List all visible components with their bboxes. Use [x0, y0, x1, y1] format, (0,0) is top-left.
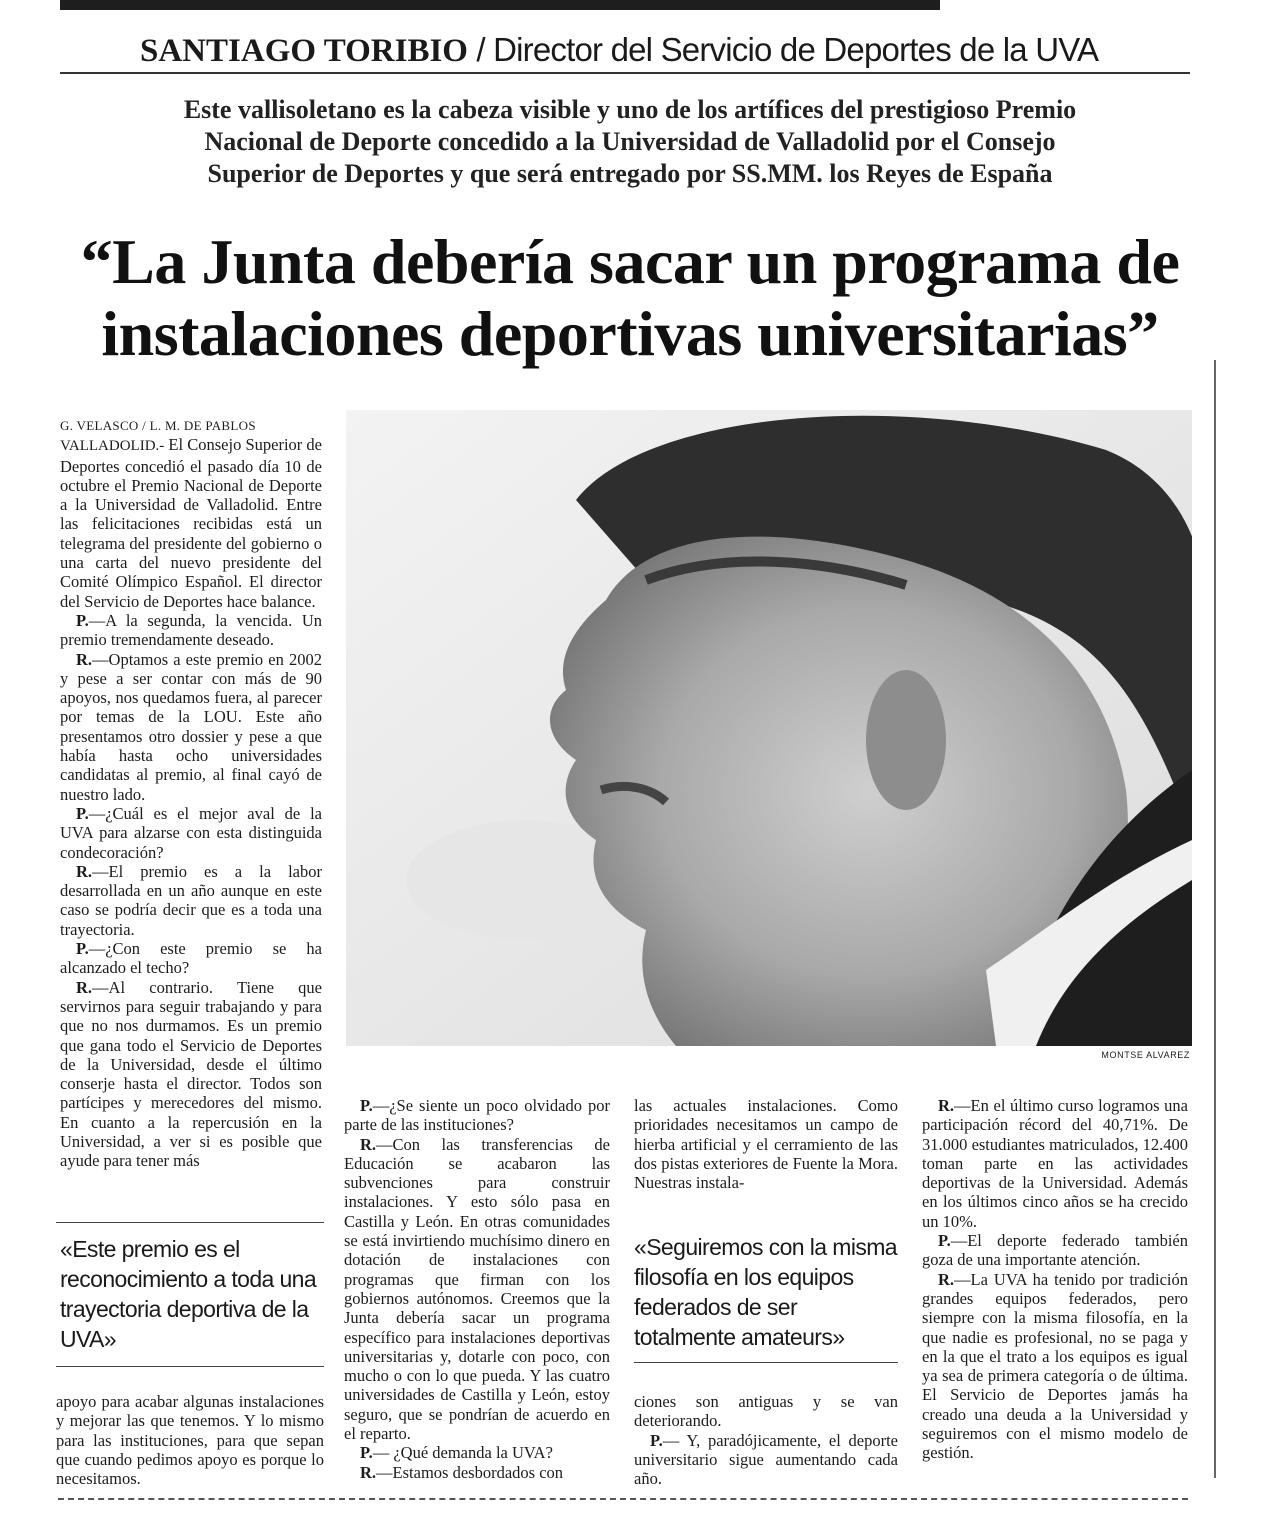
- qa-text: —Estamos desbordados con: [376, 1462, 564, 1482]
- qa-paragraph: [60, 939, 322, 978]
- qa-paragraph: [344, 1135, 610, 1444]
- qa-paragraph: [60, 978, 322, 1171]
- interviewee-name: SANTIAGO TORIBIO: [140, 33, 468, 69]
- qa-tag: P.: [650, 1430, 663, 1450]
- qa-tag: P.: [76, 803, 89, 823]
- qa-paragraph: [60, 650, 322, 804]
- qa-text: —A la segunda, la vencida. Un premio tremendamente deseado.: [60, 610, 322, 650]
- qa-paragraph: [60, 862, 322, 939]
- qa-text: —¿Cuál es el mejor aval de la UVA para alzarse con esta distinguida condecoración?: [60, 803, 322, 862]
- qa-tag: R.: [76, 649, 93, 669]
- column-1: [60, 416, 322, 1171]
- qa-text: —¿Se siente un poco olvidado por parte de las instituciones?: [344, 1096, 610, 1135]
- qa-tag: P.: [76, 610, 89, 630]
- lead-paragraph: [60, 435, 322, 611]
- qa-text: —Al contrario. Tiene que servirnos para seguir trabajando y para que no nos durmamos. Es un premio que gana todo el Servicio de Deportes de la Universidad, desde el último conserje hasta el director. Todos son partícipes y merecedores del mismo. En cuanto a la repercusión en la Universidad, a ver si es posible que ayude para tener más: [60, 977, 322, 1171]
- qa-text: —En el último curso logramos una participación récord del 40,71%. De 31.000 estudiantes matriculados, 12.400 toman parte en las actividades deportivas de la Universidad. Además en los últimos cinco años se ha crecido un 10%.: [922, 1096, 1188, 1231]
- column-3-continuation: [634, 1392, 898, 1488]
- qa-text: — ¿Qué demanda la UVA?: [372, 1443, 553, 1463]
- qa-text: —La UVA ha tenido por tradición grandes equipos federados, pero siempre con la misma filosofía, en la que nadie es profesional, no se paga y en la que el trato a los equipos es igual ya sea de primera categoría o de última. El Servicio de Deportes jamás ha creado una deuda a la Universidad y seguiremos con el mismo modelo de gestión.: [922, 1269, 1188, 1463]
- qa-tag: R.: [360, 1134, 377, 1154]
- interviewee-role: Director del Servicio de Deportes de la UVA: [493, 31, 1099, 68]
- headline: [60, 226, 1200, 370]
- bottom-rule: [58, 1498, 1188, 1500]
- qa-paragraph: [922, 1270, 1188, 1463]
- qa-text: — Y, paradójicamente, el deporte universitario sigue aumentando cada año.: [634, 1430, 898, 1489]
- qa-paragraph: [60, 804, 322, 862]
- column-3: [634, 1096, 898, 1192]
- pullquote-1-top-rule: [56, 1222, 324, 1223]
- headline-line: instalaciones deportivas universitarias”: [101, 298, 1159, 369]
- qa-paragraph: [344, 1096, 610, 1135]
- deck-line: Este vallisoletano es la cabeza visible y uno de los artífices del prestigioso Premio: [183, 95, 1077, 124]
- kicker-rule: [60, 72, 1190, 74]
- pullquote-1-bottom-rule: [56, 1366, 324, 1367]
- qa-text: —Optamos a este premio en 2002 y pese a ser contar con más de 90 apoyos, nos quedamos fuera, al parecer por temas de la LOU. Este año presentamos otro dossier y pese a que había hasta ocho universidades candidatas al premio, al final cayó de nuestro lado.: [60, 649, 322, 804]
- qa-tag: P.: [360, 1096, 373, 1115]
- qa-tag: P.: [76, 939, 89, 959]
- kicker-separator: /: [467, 31, 494, 68]
- qa-tag: P.: [360, 1443, 373, 1463]
- qa-paragraph: [344, 1443, 610, 1462]
- portrait-illustration: [346, 410, 1192, 1046]
- qa-paragraph: [634, 1431, 898, 1489]
- qa-paragraph: [922, 1231, 1188, 1270]
- deck: [100, 94, 1160, 190]
- qa-tag: R.: [76, 977, 93, 997]
- dateline-place: VALLADOLID.-: [60, 438, 165, 455]
- photo-credit: MONTSE ALVAREZ: [1101, 1050, 1190, 1060]
- lead-text: El Consejo Superior de Deportes concedió el pasado día 10 de octubre el Premio Nacional de Deporte a la Universidad de Valladolid. Entre las felicitaciones recibidas está un telegrama del presidente del gobierno o una carta del nuevo presidente del Comité Olímpico Español. El director del Servicio de Deportes hace balance.: [60, 435, 322, 611]
- headline-line: “La Junta debería sacar un programa de: [80, 226, 1180, 297]
- qa-text: —El deporte federado también goza de una importante atención.: [922, 1231, 1188, 1270]
- byline: G. VELASCO / L. M. DE PABLOS: [60, 418, 256, 433]
- pullquote-2: «Seguiremos con la misma filosofía en los equipos federados de ser totalmente amateurs»: [634, 1234, 897, 1350]
- deck-line: Nacional de Deporte concedido a la Universidad de Valladolid por el Consejo: [204, 127, 1056, 156]
- qa-paragraph: [344, 1463, 610, 1482]
- column-1-continuation: [56, 1392, 324, 1488]
- pullquote-1: «Este premio es el reconocimiento a toda una trayectoria deportiva de la UVA»: [60, 1236, 317, 1352]
- qa-text: —¿Con este premio se ha alcanzado el techo?: [60, 939, 322, 978]
- qa-tag: R.: [360, 1462, 377, 1482]
- portrait-photo: [346, 410, 1192, 1046]
- qa-text: —Con las transferencias de Educación se acabaron las subvenciones para construir instalaciones. Y esto sólo pasa en Castilla y León. En otras comunidades se está invirtiendo muchísimo dinero en dotación de instalaciones con programas que firman con los gobiernos autónomos. Creemos que la Junta debería sacar un programa específico para instalaciones deportivas universitarias y, dotarle con poco, con mucho o con lo que pueda. Y las cuatro universidades de Castilla y León, estoy seguro, que se pondrían de acuerdo en el reparto.: [344, 1134, 610, 1444]
- column-2: [344, 1096, 610, 1482]
- qa-paragraph: [922, 1096, 1188, 1231]
- qa-text: —El premio es a la labor desarrollada en un año aunque en este caso se podría decir que es a toda una trayectoria.: [60, 861, 322, 939]
- qa-tag: R.: [76, 861, 93, 881]
- qa-tag: R.: [938, 1096, 955, 1115]
- qa-tag: P.: [938, 1231, 951, 1251]
- column-4: [922, 1096, 1188, 1463]
- qa-paragraph: [60, 611, 322, 650]
- column-3-top-text: las actuales instalaciones. Como prioridades necesitamos un campo de hierba artificial y el cerramiento de las dos pistas exteriores de Fuente la Mora. Nuestras instala-: [634, 1096, 898, 1193]
- deck-line: Superior de Deportes y que será entregado por SS.MM. los Reyes de España: [207, 159, 1053, 188]
- qa-tag: R.: [938, 1269, 955, 1289]
- top-bar: [60, 0, 940, 10]
- continuation-text: apoyo para acabar algunas instalaciones y mejorar las que tenemos. Y lo mismo para las instituciones, para que sepan que cuando pedimos apoyo es porque lo necesitamos.: [56, 1392, 324, 1489]
- column-3-bottom-text: ciones son antiguas y se van deteriorando.: [634, 1392, 898, 1431]
- kicker: [140, 30, 1140, 71]
- right-column-rule: [1214, 360, 1216, 1478]
- pullquote-2-bottom-rule: [634, 1362, 898, 1363]
